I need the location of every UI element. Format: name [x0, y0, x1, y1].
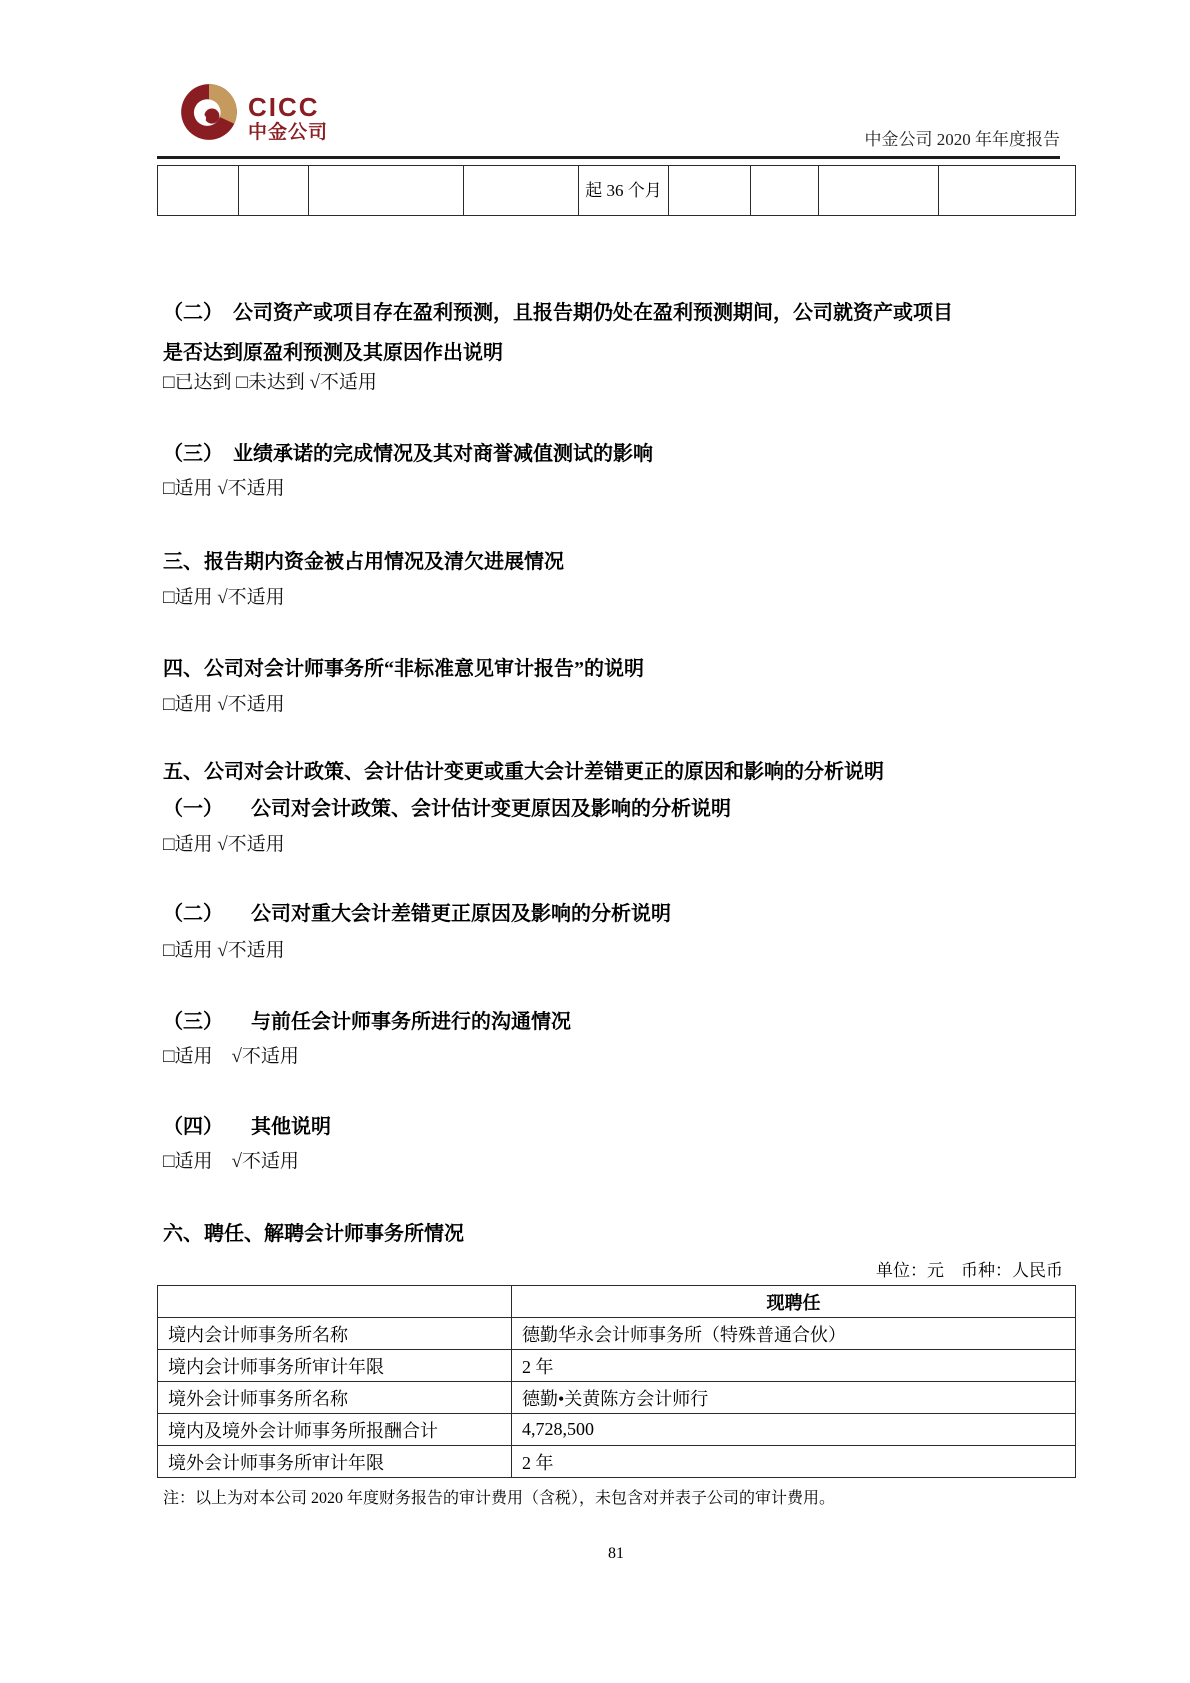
row-value: 4,728,500 — [512, 1414, 1076, 1446]
section-number: （二） — [163, 302, 223, 324]
cicc-logo-icon — [180, 80, 238, 144]
section-number: （三） — [163, 443, 223, 465]
section-number: （三） — [163, 1011, 223, 1033]
section-heading — [163, 758, 1060, 786]
applicability-options: □适用 √不适用 — [163, 1046, 299, 1067]
row-label: 境外会计师事务所审计年限 — [158, 1446, 512, 1478]
section-number: 六、 — [163, 1223, 203, 1245]
table-cell — [309, 166, 464, 216]
table-row — [158, 166, 1076, 216]
table-cell — [669, 166, 751, 216]
row-label: 境内会计师事务所审计年限 — [158, 1350, 512, 1382]
brand-text — [248, 80, 328, 142]
table-header-cell — [158, 1286, 512, 1318]
section-title: 报告期内资金被占用情况及清欠进展情况 — [204, 551, 564, 573]
section-heading — [163, 440, 1060, 468]
row-value: 德勤华永会计师事务所（特殊普通合伙） — [512, 1318, 1076, 1350]
section-title: 公司对会计师事务所“非标准意见审计报告”的说明 — [204, 658, 644, 680]
section-title: 公司对会计政策、会计估计变更或重大会计差错更正的原因和影响的分析说明 — [204, 761, 884, 783]
table-cell: 起 36 个月 — [579, 166, 669, 216]
table-row — [158, 1382, 1076, 1414]
table-cell — [939, 166, 1076, 216]
row-label: 境内及境外会计师事务所报酬合计 — [158, 1414, 512, 1446]
section-heading — [163, 1220, 1060, 1248]
section-number: 四、 — [163, 658, 203, 680]
section-title: 与前任会计师事务所进行的沟通情况 — [251, 1011, 571, 1033]
applicability-options: □适用 √不适用 — [163, 1151, 299, 1172]
section-title: 聘任、解聘会计师事务所情况 — [204, 1223, 464, 1245]
unit-currency-note: 单位：元 币种：人民币 — [876, 1261, 1063, 1280]
table-row — [158, 1414, 1076, 1446]
section-number: （二） — [163, 903, 223, 925]
applicability-options: □适用 √不适用 — [163, 940, 285, 961]
row-value: 2 年 — [512, 1350, 1076, 1382]
row-value: 德勤•关黄陈方会计师行 — [512, 1382, 1076, 1414]
applicability-options: □适用 √不适用 — [163, 834, 285, 855]
table-cell — [751, 166, 819, 216]
row-value: 2 年 — [512, 1446, 1076, 1478]
brand-name: 中金公司 — [248, 122, 329, 143]
section-title: 公司资产或项目存在盈利预测，且报告期仍处在盈利预测期间，公司就资产或项目是否达到原盈利预测及其原因作出说明 — [163, 302, 953, 364]
section-title: 业绩承诺的完成情况及其对商誉减值测试的影响 — [233, 443, 653, 465]
row-label: 境外会计师事务所名称 — [158, 1382, 512, 1414]
page-number: 81 — [608, 1545, 624, 1562]
continuation-table — [157, 165, 1076, 216]
section-title: 公司对会计政策、会计估计变更原因及影响的分析说明 — [251, 798, 731, 820]
row-label: 境内会计师事务所名称 — [158, 1318, 512, 1350]
section-heading — [163, 548, 1060, 576]
section-title: 公司对重大会计差错更正原因及影响的分析说明 — [251, 903, 671, 925]
table-row — [158, 1318, 1076, 1350]
section-heading — [163, 1008, 1060, 1036]
section-heading — [163, 795, 1060, 823]
table-cell — [158, 166, 239, 216]
brand-acronym: CICC — [248, 92, 320, 122]
section-title: 其他说明 — [251, 1116, 331, 1138]
table-footnote: 注：以上为对本公司 2020 年度财务报告的审计费用（含税），未包含对并表子公司的审计费用。 — [163, 1490, 836, 1507]
table-cell — [819, 166, 939, 216]
applicability-options: □适用 √不适用 — [163, 478, 285, 499]
brand-logo — [180, 80, 328, 144]
header-rule — [157, 156, 1060, 159]
applicability-options: □已达到 □未达到 √不适用 — [163, 372, 377, 393]
table-row — [158, 1446, 1076, 1478]
applicability-options: □适用 √不适用 — [163, 694, 285, 715]
table-row — [158, 1350, 1076, 1382]
section-number: 五、 — [163, 761, 203, 783]
section-heading — [163, 900, 1060, 928]
section-heading — [163, 655, 1060, 683]
section-number: 三、 — [163, 551, 203, 573]
section-number: （四） — [163, 1116, 223, 1138]
section-heading — [163, 1113, 1060, 1141]
table-header-cell: 现聘任 — [512, 1286, 1076, 1318]
section-heading — [163, 293, 963, 373]
accountant-table — [157, 1285, 1076, 1478]
applicability-options: □适用 √不适用 — [163, 587, 285, 608]
table-cell — [464, 166, 579, 216]
table-cell — [239, 166, 309, 216]
table-header-row — [158, 1286, 1076, 1318]
report-title: 中金公司 2020 年年度报告 — [864, 130, 1060, 149]
section-number: （一） — [163, 798, 223, 820]
